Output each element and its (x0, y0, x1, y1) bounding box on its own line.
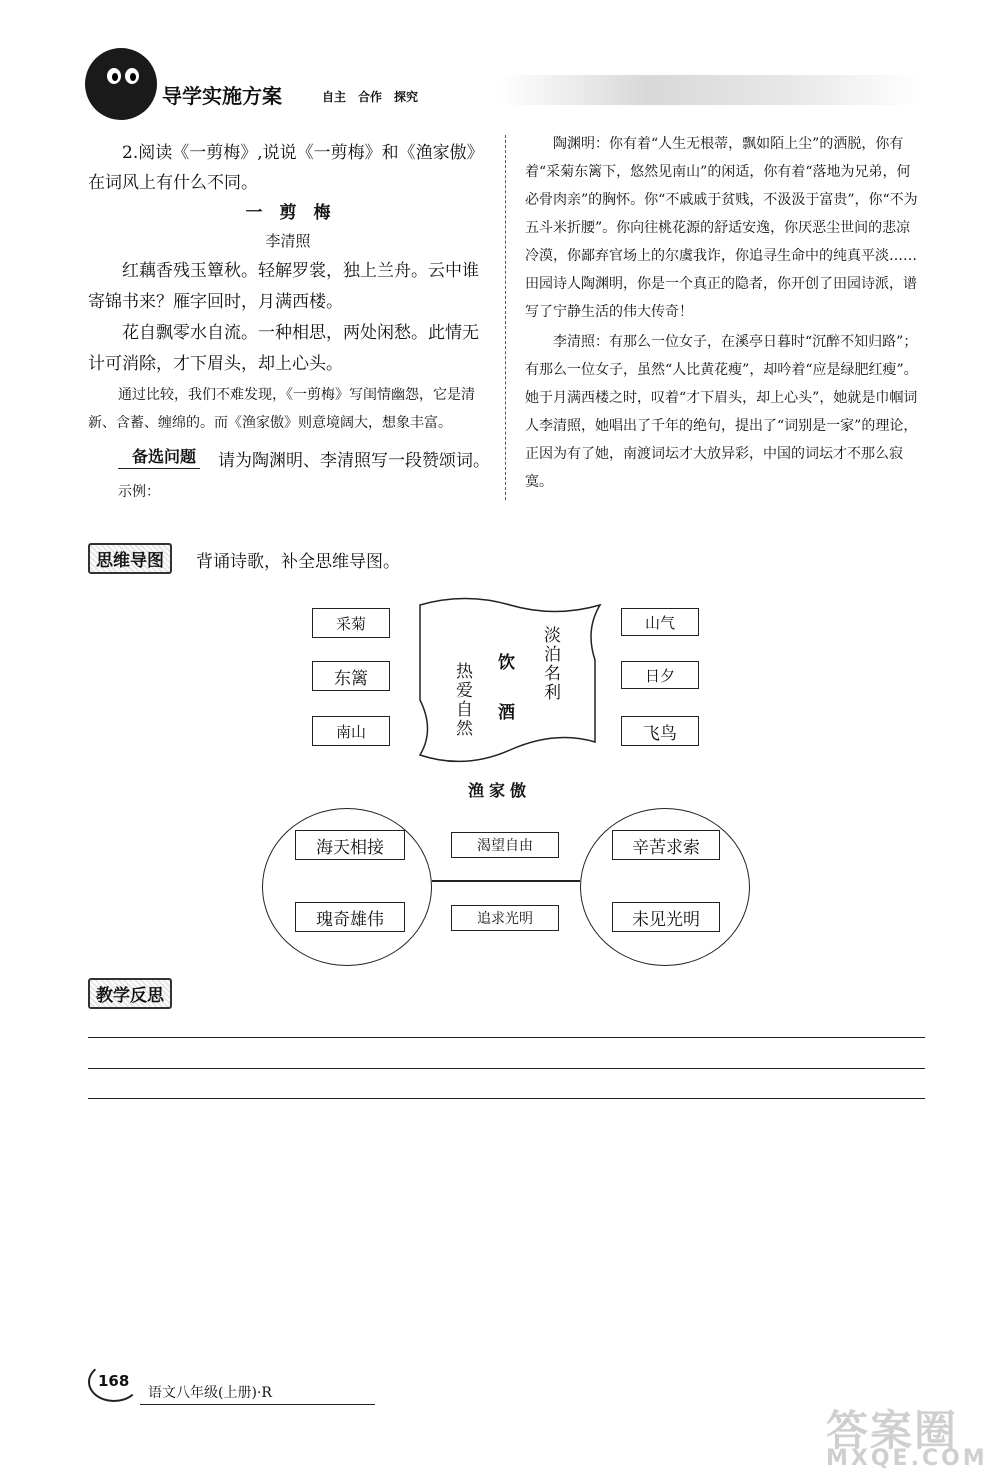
right-circle-item-2: 未见光明 (612, 902, 720, 932)
example-label: 示例： (118, 484, 160, 500)
poem-line-2: 花自飘零水自流。一种相思，两处闲愁。此情无计可消除，才下眉头，却上心头。 (88, 323, 479, 374)
left-circle-item-1: 海天相接 (295, 830, 405, 860)
tao-yuanming-text: 陶渊明：你有着“人生无根蒂，飘如陌上尘”的洒脱，你有着“采菊东篱下，悠然见南山”的闲适，你有着“落地为兄弟，何必骨肉亲”的胸怀。你“不戚戚于贫贱，不汲汲于富贵”，你“不为五斗米折腰”。你向往桃花源的舒适安逸，你厌恶尘世间的悲凉冷漠，你鄙弃官场上的尔虞我诈，你追寻生命中的纯真平淡……田园诗人陶渊明，你是一个真正的隐者，你开创了田园诗派，谱写了宁静生活的伟大传奇！ (525, 136, 918, 320)
mindmap-instruction: 背诵诗歌，补全思维导图。 (196, 552, 400, 572)
question-text: 2.阅读《一剪梅》,说说《一剪梅》和《渔家傲》在词风上有什么不同。 (88, 143, 484, 193)
footer-line (140, 1404, 375, 1405)
center-item-1: 渴望自由 (451, 832, 559, 858)
book-title: 语文八年级(上册)·R (148, 1385, 272, 1401)
mascot-logo (85, 48, 157, 120)
left-circle-item-2: 瑰奇雄伟 (295, 902, 405, 932)
header-title: 导学实施方案 (162, 84, 282, 108)
center-item-2: 追求光明 (451, 905, 559, 931)
poem-title: 一 剪 梅 (245, 203, 331, 223)
mascot-eye (107, 68, 121, 84)
writing-line (88, 1098, 925, 1099)
optional-prompt: 请为陶渊明、李清照写一段赞颂词。 (218, 451, 490, 471)
header-bar (500, 75, 920, 105)
column-divider (505, 135, 506, 500)
writing-line (88, 1037, 925, 1038)
left-box-3: 南山 (312, 716, 390, 746)
optional-tag-label: 备选问题 (132, 447, 197, 466)
reflection-tag: 教学反思 (88, 978, 172, 1009)
right-box-2: 日夕 (621, 661, 699, 689)
connector-line (432, 880, 580, 882)
right-box-1: 山气 (621, 608, 699, 636)
scroll-shape (415, 590, 615, 780)
scroll-mid-bottom: 酒 (498, 703, 515, 723)
left-box-2: 东篱 (312, 661, 390, 691)
li-qingzhao-text: 李清照：有那么一位女子，在溪亭日暮时“沉醉不知归路”；有那么一位女子，虽然“人比黄花瘦”，却吟着“应是绿肥红瘦”。她于月满西楼之时，叹着“才下眉头，却上心头”，她就是巾帼词人李清照，她唱出了千年的绝句，提出了“词别是一家”的理论，正因为有了她，南渡词坛才大放异彩，中国的词坛才不那么寂寞。 (525, 334, 918, 490)
scroll-right-text: 淡泊名利 (540, 626, 560, 702)
left-box-1: 采菊 (312, 608, 390, 638)
answer-text: 通过比较，我们不难发现，《一剪梅》写闺情幽怨，它是清新、含蓄、缠绵的。而《渔家傲》则意境阔大，想象丰富。 (88, 387, 475, 431)
page-number: 168 (98, 1372, 130, 1390)
header-subtitle: 自主 合作 探究 (322, 90, 419, 104)
poem2-title: 渔家傲 (468, 781, 532, 800)
optional-tag (118, 444, 200, 469)
poem-line-1: 红藕香残玉簟秋。轻解罗裳，独上兰舟。云中谁寄锦书来？雁字回时，月满西楼。 (88, 261, 479, 312)
right-box-3: 飞鸟 (621, 716, 699, 746)
mascot-eye (125, 68, 139, 84)
mindmap-tag: 思维导图 (88, 543, 172, 574)
watermark-logo: 答案圈 (826, 1406, 959, 1455)
scroll-left-text: 热爱自然 (452, 662, 472, 738)
scroll-mid-top: 饮 (498, 653, 515, 673)
writing-line (88, 1068, 925, 1069)
right-circle-item-1: 辛苦求索 (612, 830, 720, 860)
watermark-url: MXQE.COM (826, 1446, 988, 1471)
poem-author: 李清照 (265, 232, 311, 250)
